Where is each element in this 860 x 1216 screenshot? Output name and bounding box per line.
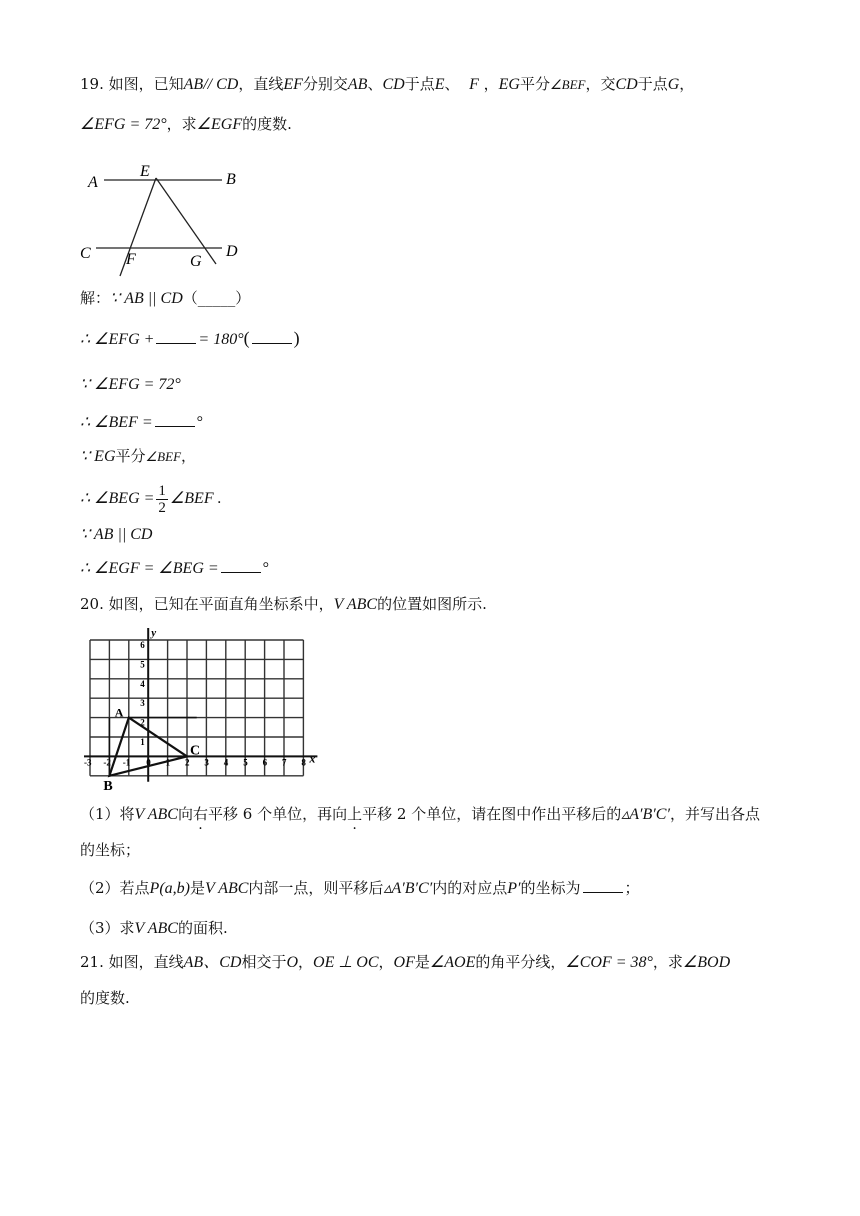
y-tick-label: 6 <box>140 640 145 650</box>
math: CD <box>615 76 638 93</box>
solution-step-6 <box>80 482 222 516</box>
math: G <box>667 76 680 93</box>
solution-step-3 <box>80 374 181 395</box>
math: ▵A′B′C′ <box>383 880 433 897</box>
text: ，求 <box>166 115 197 133</box>
math: AB// CD <box>183 76 239 93</box>
text: 的角平分线， <box>475 953 566 971</box>
solution-step-5 <box>80 446 196 467</box>
question-number: 21. <box>80 953 104 971</box>
y-tick-label: 4 <box>140 678 145 689</box>
math: = 180° <box>198 331 244 348</box>
x-tick-label: 8 <box>301 757 306 768</box>
line-eg <box>156 178 216 264</box>
text: 的位置如图所示. <box>377 595 487 613</box>
x-tick-label: -3 <box>84 757 92 768</box>
math: P(a,b) <box>149 880 190 897</box>
math: ∠AOE <box>429 954 476 971</box>
fraction-one-half <box>156 483 168 516</box>
q20-statement <box>80 594 487 615</box>
q19-statement-line2 <box>80 114 292 135</box>
text: 、 <box>367 75 383 93</box>
q20-part2 <box>80 878 640 899</box>
math: ∵ AB || CD <box>80 526 153 543</box>
text: 解： <box>80 289 111 307</box>
reason-blank[interactable] <box>252 329 292 344</box>
label-d: D <box>226 243 238 260</box>
text: （1）将 <box>80 805 135 823</box>
text: 平分 <box>115 447 146 465</box>
math: ∠BEF <box>549 77 586 92</box>
math: V ABC <box>205 880 249 897</box>
text: ， <box>483 75 499 93</box>
math: ∠BOD <box>682 954 731 971</box>
text: ，并写出各点 <box>669 805 760 823</box>
text: 、 <box>444 75 460 93</box>
label-e: E <box>140 163 150 180</box>
text: 如图，直线 <box>108 953 184 971</box>
y-tick-label: 5 <box>140 659 145 670</box>
math: ∴ ∠EGF = ∠BEG = <box>80 560 219 577</box>
x-tick-label: 7 <box>282 757 287 768</box>
q19-statement-line1 <box>80 74 694 95</box>
solution-step-8 <box>80 558 269 579</box>
solution-step-2 <box>80 328 300 350</box>
text: ，交 <box>585 75 616 93</box>
text: 的坐标为 <box>520 879 581 897</box>
text: 是 <box>189 879 205 897</box>
math: ° <box>196 414 204 431</box>
q20-coordinate-grid <box>84 626 324 796</box>
math: EF <box>283 76 303 93</box>
math: P′ <box>507 880 521 897</box>
x-tick-label: 2 <box>185 757 190 768</box>
q21-statement-line2 <box>80 988 130 1008</box>
math: OF <box>393 954 415 971</box>
math: ∠EGF <box>196 116 243 133</box>
x-tick-label: 6 <box>262 757 268 768</box>
math: V ABC <box>333 596 378 613</box>
x-axis-label: x <box>309 751 316 766</box>
label-c: C <box>80 245 91 262</box>
text: 分别交 <box>302 75 348 93</box>
paren-open: ( <box>243 328 250 348</box>
text: ， <box>181 447 197 465</box>
text: 的坐标； <box>80 841 141 859</box>
text: 于点 <box>404 75 435 93</box>
text: 是 <box>414 953 430 971</box>
text: 相交于 <box>241 953 287 971</box>
x-tick-label: -1 <box>122 757 131 768</box>
text: ，求 <box>652 953 683 971</box>
math: OE ⊥ OC <box>313 954 379 971</box>
y-tick-label: 2 <box>140 717 145 728</box>
solution-step-1 <box>80 288 250 309</box>
triangle-abc <box>103 706 200 794</box>
text: 如图，已知 <box>108 75 184 93</box>
text: 于点 <box>637 75 668 93</box>
y-tick-label: 1 <box>140 737 145 747</box>
label-f: F <box>126 251 136 268</box>
point-label-b: B <box>103 778 113 794</box>
answer-blank[interactable] <box>156 329 196 344</box>
text: 内部一点，则平移后 <box>248 879 384 897</box>
math: ▵A′B′C′ <box>621 806 670 823</box>
math: ∵ ∠EFG = 72° <box>80 376 181 393</box>
text: ； <box>624 879 640 897</box>
math: ° <box>262 560 270 577</box>
math: CD <box>382 76 405 93</box>
math: O <box>286 954 299 971</box>
answer-blank[interactable] <box>221 558 261 573</box>
math: F <box>469 76 479 93</box>
math: ∵ EG <box>80 448 116 465</box>
math: V ABC <box>134 920 178 937</box>
q19-parallel-lines-figure <box>76 158 256 282</box>
math: AB、CD <box>183 954 242 971</box>
question-number: 19. <box>80 75 104 93</box>
text: ，直线 <box>238 75 284 93</box>
math: ∠COF = 38° <box>565 954 653 971</box>
x-tick-label: 4 <box>223 757 229 768</box>
text: ， <box>679 75 695 93</box>
text: 的面积. <box>177 919 228 937</box>
text: ， <box>378 953 394 971</box>
q20-part3 <box>80 918 228 939</box>
text: 平移 2 个单位，请在图中作出平移后的 <box>362 805 622 823</box>
point-label-a: A <box>114 705 124 720</box>
x-tick-label: 1 <box>165 757 171 768</box>
solution-step-4 <box>80 412 203 433</box>
text: 平移 6 个单位，再向 <box>208 805 348 823</box>
x-tick-label: -2 <box>103 757 111 768</box>
answer-blank[interactable] <box>583 878 623 893</box>
y-tick-label: 3 <box>140 698 145 709</box>
text: 向 <box>177 805 193 823</box>
numerator: 1 <box>158 482 166 499</box>
text: 的度数. <box>80 989 130 1007</box>
text: 的度数. <box>242 115 292 133</box>
math: ∵ AB || CD <box>110 290 183 307</box>
point-label-c: C <box>190 743 201 759</box>
math: ∠BEF <box>145 449 182 464</box>
question-number: 20. <box>80 595 104 613</box>
text: 如图，已知在平面直角坐标系中， <box>108 595 334 613</box>
math: E <box>434 76 445 93</box>
math: ∴ ∠BEF = <box>80 414 153 431</box>
q21-statement-line1 <box>80 952 730 973</box>
x-tick-label: 3 <box>204 757 209 768</box>
math: ∠BEF . <box>169 490 222 507</box>
text: （3）求 <box>80 919 135 937</box>
math: ∠EFG = 72° <box>80 116 167 133</box>
label-b: B <box>226 171 236 188</box>
answer-blank[interactable] <box>155 412 195 427</box>
text: 内的对应点 <box>432 879 508 897</box>
label-a: A <box>88 174 98 191</box>
paren-close: ) <box>293 328 300 348</box>
math: AB <box>347 76 368 93</box>
label-g: G <box>190 253 202 270</box>
math: ∴ ∠BEG = <box>80 490 155 507</box>
text: 平分 <box>519 75 550 93</box>
solution-step-7 <box>80 524 152 545</box>
emphasis-right: 右 <box>192 805 208 823</box>
text: ， <box>298 953 314 971</box>
denominator: 2 <box>158 499 166 516</box>
y-axis-label: y <box>151 627 157 639</box>
x-tick-label: 5 <box>243 757 248 768</box>
math: V ABC <box>134 806 178 823</box>
emphasis-up: 上 <box>347 805 363 823</box>
text: （2）若点 <box>80 879 150 897</box>
x-tick-label: 0 <box>146 757 151 768</box>
q20-part1-line1 <box>80 804 760 825</box>
math: ∴ ∠EFG + <box>80 331 155 348</box>
q20-part1-line2 <box>80 840 140 860</box>
math: EG <box>498 76 520 93</box>
text: （_____） <box>182 289 251 307</box>
